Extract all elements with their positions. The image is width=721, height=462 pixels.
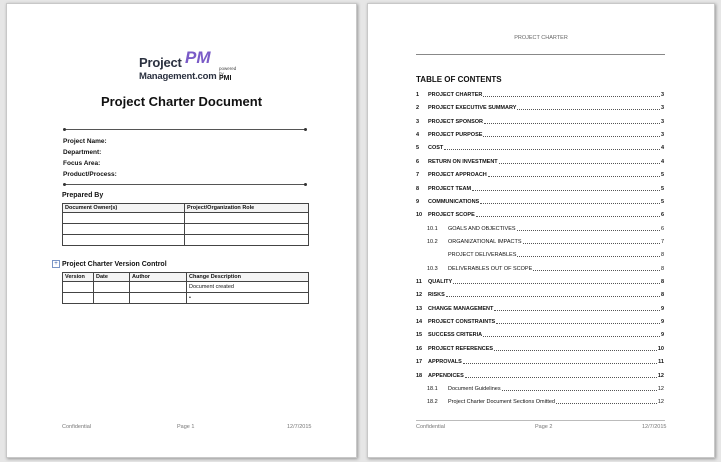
toc-leader-dots — [476, 216, 660, 217]
table-cell[interactable] — [185, 224, 309, 235]
toc-entry-page: 9 — [660, 319, 664, 325]
table-row — [63, 213, 309, 224]
version-control-table — [62, 272, 309, 304]
toc-entry[interactable] — [416, 398, 664, 406]
table-cell[interactable] — [63, 282, 94, 293]
toc-entry-label: Document Guidelines — [448, 386, 501, 392]
toc-entry-page: 12 — [657, 386, 664, 392]
toc-entry[interactable] — [416, 265, 664, 273]
toc-entry-number: 5 — [416, 145, 420, 151]
toc-entry[interactable] — [416, 305, 664, 313]
toc-entry-label: PROJECT TEAM — [428, 186, 472, 192]
toc-entry-label: QUALITY — [428, 279, 453, 285]
toc-entry-label: PROJECT SPONSOR — [428, 119, 484, 125]
toc-entry-label: RETURN ON INVESTMENT — [428, 159, 498, 165]
toc-entry-label: DELIVERABLES OUT OF SCOPE — [448, 266, 533, 272]
toc-entry[interactable] — [416, 291, 664, 299]
header-rule — [416, 54, 665, 55]
logo-pmi — [219, 66, 239, 81]
toc-entry[interactable] — [416, 131, 664, 139]
footer-page-number: Page 2 — [535, 424, 553, 430]
toc-entry[interactable] — [416, 158, 664, 166]
column-header: Author — [130, 273, 187, 282]
toc-entry-page: 6 — [660, 226, 664, 232]
toc-entry[interactable] — [416, 104, 664, 112]
toc-entry-number: 6 — [416, 159, 420, 165]
toc-entry[interactable] — [416, 118, 664, 126]
toc-entry[interactable] — [416, 198, 664, 206]
toc-entry[interactable] — [416, 331, 664, 339]
toc-leader-dots — [494, 310, 660, 311]
toc-entry[interactable] — [416, 185, 664, 193]
toc-entry-page: 8 — [660, 292, 664, 298]
toc-entry[interactable] — [416, 91, 664, 99]
toc-entry-label: Project Charter Document Sections Omitted — [448, 399, 555, 405]
footer-page-number: Page 1 — [177, 424, 195, 430]
toc-entry-label: PROJECT REFERENCES — [428, 346, 494, 352]
toc-entry-label: RISKS — [428, 292, 445, 298]
toc-entry-label: SUCCESS CRITERIA — [428, 332, 483, 338]
field-focus-area: Focus Area: — [63, 160, 101, 167]
document-title: Project Charter Document — [100, 94, 263, 109]
toc-leader-dots — [465, 377, 657, 378]
table-header-row — [63, 273, 309, 282]
column-header: Project/Organization Role — [185, 204, 309, 213]
toc-entry-number: 9 — [416, 199, 420, 205]
toc-leader-dots — [523, 243, 660, 244]
toc-leader-dots — [483, 336, 660, 337]
toc-entry-page: 12 — [657, 399, 664, 405]
footer-date: 12/7/2015 — [287, 424, 312, 430]
table-cell[interactable] — [185, 235, 309, 246]
table-cell[interactable] — [63, 235, 185, 246]
toc-entry[interactable] — [416, 385, 664, 393]
toc-entry-number: 4 — [416, 132, 420, 138]
table-cell[interactable] — [63, 293, 94, 304]
logo-line-2: Management.com — [139, 71, 217, 82]
logo-pm-mark: PM — [185, 48, 211, 67]
toc-entry-label: PROJECT CHARTER — [428, 92, 483, 98]
prepared-by-table — [62, 203, 309, 246]
toc-leader-dots — [453, 283, 660, 284]
table-row — [63, 282, 309, 293]
toc-entry[interactable] — [416, 318, 664, 326]
column-header: Date — [94, 273, 130, 282]
toc-entry-page: 10 — [657, 346, 664, 352]
table-header-row — [63, 204, 309, 213]
table-cell[interactable] — [94, 282, 130, 293]
footer-left: Confidential — [416, 424, 446, 430]
document-page-2 — [367, 3, 715, 458]
toc-entry[interactable] — [416, 171, 664, 179]
divider-rule — [64, 129, 306, 130]
column-header: Change Description — [187, 273, 309, 282]
toc-entry-label: PROJECT DELIVERABLES — [448, 252, 517, 258]
toc-entry-number: 17 — [416, 359, 423, 365]
toc-leader-dots — [517, 109, 660, 110]
toc-entry-label: PROJECT SCOPE — [428, 212, 475, 218]
project-management-logo — [139, 48, 239, 85]
toc-title: TABLE OF CONTENTS — [416, 75, 502, 84]
toc-entry-number: 15 — [416, 332, 423, 338]
toc-entry-page: 7 — [660, 239, 664, 245]
toc-entry-label: PROJECT EXECUTIVE SUMMARY — [428, 105, 517, 111]
toc-entry[interactable] — [416, 238, 664, 246]
toc-entry[interactable] — [416, 358, 664, 366]
toc-leader-dots — [556, 403, 657, 404]
divider-rule — [64, 184, 306, 185]
toc-entry-number: 14 — [416, 319, 423, 325]
toc-entry-label: GOALS AND OBJECTIVES — [448, 226, 516, 232]
table-cell[interactable] — [94, 293, 130, 304]
toc-leader-dots — [533, 270, 660, 271]
toc-leader-dots — [502, 390, 657, 391]
toc-entry[interactable] — [416, 278, 664, 286]
toc-leader-dots — [483, 136, 660, 137]
version-control-heading: Project Charter Version Control — [62, 261, 167, 268]
toc-entry-page: 4 — [660, 159, 664, 165]
toc-entry-number: 10 — [416, 212, 423, 218]
field-product-process: Product/Process: — [63, 171, 117, 178]
toc-entry-page: 4 — [660, 145, 664, 151]
column-header: Document Owner(s) — [63, 204, 185, 213]
toc-leader-dots — [463, 363, 657, 364]
logo-line-1: Project — [139, 55, 182, 70]
toc-entry-label: COMMUNICATIONS — [428, 199, 480, 205]
toc-leader-dots — [483, 96, 660, 97]
column-header: Version — [63, 273, 94, 282]
toc-leader-dots — [444, 149, 660, 150]
toc-entry-number: 10.1 — [427, 226, 438, 232]
field-project-name: Project Name: — [63, 138, 107, 145]
table-row — [63, 224, 309, 235]
toc-entry-number: 18.2 — [427, 399, 438, 405]
table-row — [63, 293, 309, 304]
toc-entry[interactable] — [416, 345, 664, 353]
toc-entry-page: 8 — [660, 266, 664, 272]
toc-entry[interactable] — [416, 225, 664, 233]
page-header: PROJECT CHARTER — [514, 35, 568, 41]
table-cell[interactable] — [130, 282, 187, 293]
toc-entry-page: 11 — [658, 359, 664, 365]
table-cell[interactable] — [130, 293, 187, 304]
toc-entry-page: 3 — [660, 105, 664, 111]
toc-leader-dots — [517, 230, 660, 231]
toc-entry[interactable] — [416, 251, 664, 259]
table-cell[interactable] — [63, 213, 185, 224]
toc-entry[interactable] — [416, 211, 664, 219]
toc-entry-page: 12 — [657, 373, 664, 379]
toc-leader-dots — [480, 203, 660, 204]
toc-entry-label: PROJECT PURPOSE — [428, 132, 483, 138]
logo-pmi-mark: PMI — [219, 75, 232, 82]
toc-entry-label: CHANGE MANAGEMENT — [428, 306, 494, 312]
toc-leader-dots — [488, 176, 660, 177]
document-page-1 — [6, 3, 357, 458]
toc-entry[interactable] — [416, 144, 664, 152]
toc-entry[interactable] — [416, 372, 664, 380]
toc-entry-label: PROJECT APPROACH — [428, 172, 487, 178]
toc-entry-number: 7 — [416, 172, 420, 178]
toc-entry-number: 11 — [416, 279, 422, 285]
toc-entry-page: 6 — [660, 212, 664, 218]
prepared-by-heading: Prepared By — [62, 192, 104, 199]
table-cell[interactable]: • — [187, 293, 309, 304]
toc-leader-dots — [472, 190, 660, 191]
toc-entry-page: 9 — [660, 306, 664, 312]
toc-entry-number: 10.2 — [427, 239, 438, 245]
toc-entry-page: 8 — [660, 252, 664, 258]
toc-entry-label: ORGANIZATIONAL IMPACTS — [448, 239, 522, 245]
toc-entry-page: 3 — [660, 119, 664, 125]
toc-entry-number: 1 — [416, 92, 420, 98]
toc-leader-dots — [496, 323, 660, 324]
toc-entry-page: 9 — [660, 332, 664, 338]
toc-entry-page: 5 — [660, 172, 664, 178]
toc-leader-dots — [446, 296, 660, 297]
toc-entry-label: APPROVALS — [428, 359, 462, 365]
table-cell[interactable] — [185, 213, 309, 224]
table-row — [63, 235, 309, 246]
toc-entry-number: 10.3 — [427, 266, 438, 272]
toc-entry-label: APPENDICES — [428, 373, 464, 379]
toc-leader-dots — [499, 163, 660, 164]
footer-date: 12/7/2015 — [642, 424, 667, 430]
logo-pmi-prefix: powered by — [219, 66, 237, 76]
toc-entry-page: 8 — [660, 279, 664, 285]
toc-entry-number: 13 — [416, 306, 423, 312]
toc-entry-number: 8 — [416, 186, 420, 192]
toc-entry-label: PROJECT CONSTRAINTS — [428, 319, 496, 325]
toc-entry-number: 18.1 — [427, 386, 438, 392]
toc-entry-number: 12 — [416, 292, 423, 298]
toc-leader-dots — [494, 350, 657, 351]
toc-entry-number: 18 — [416, 373, 423, 379]
toc-leader-dots — [484, 123, 660, 124]
toc-entry-number: 2 — [416, 105, 420, 111]
toc-entry-page: 5 — [660, 199, 664, 205]
table-cell[interactable]: Document created — [187, 282, 309, 293]
toc-leader-dots — [517, 256, 660, 257]
toc-entry-number: 3 — [416, 119, 420, 125]
field-department: Department: — [63, 149, 102, 156]
toc-entry-page: 3 — [660, 92, 664, 98]
footer-rule — [416, 420, 665, 421]
toc-entry-label: COST — [428, 145, 444, 151]
toc-entry-page: 5 — [660, 186, 664, 192]
toc-entry-number: 16 — [416, 346, 423, 352]
table-move-handle-icon[interactable]: + — [52, 260, 60, 268]
table-cell[interactable] — [63, 224, 185, 235]
footer-left: Confidential — [62, 424, 92, 430]
toc-entry-page: 3 — [660, 132, 664, 138]
